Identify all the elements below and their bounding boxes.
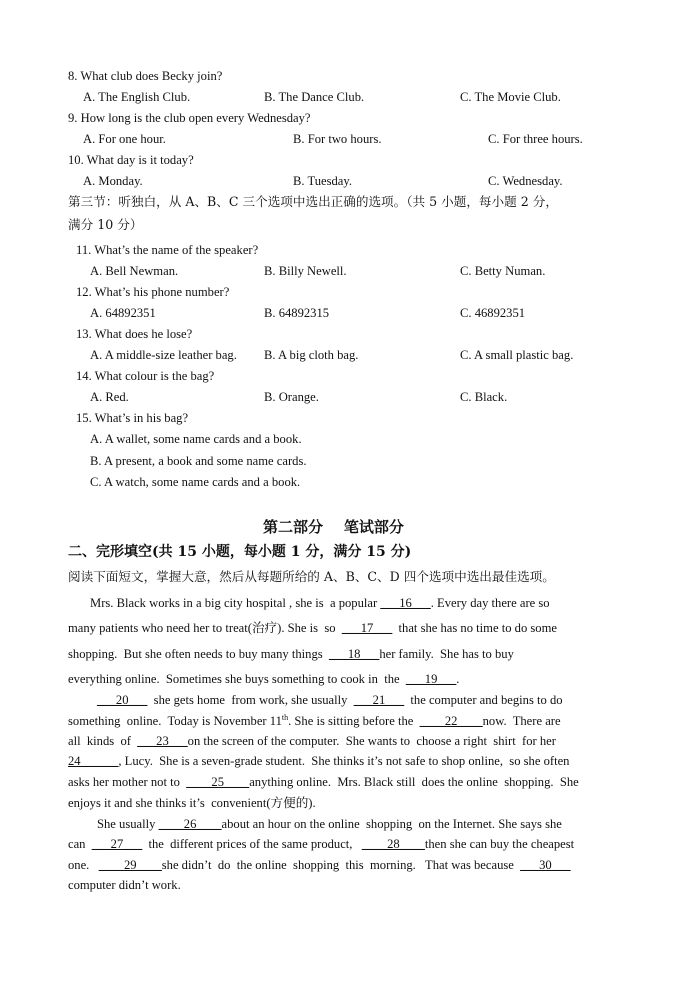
- blank-28: ____28____: [361, 837, 425, 851]
- passage-text: then she can buy the cheapest: [424, 837, 575, 851]
- question-14-stem: 14. What colour is the bag?: [76, 369, 215, 383]
- passage-line-3: [68, 648, 514, 661]
- question-8-option-a: A. The English Club.: [83, 90, 191, 104]
- question-11-option-c: C. Betty Numan.: [460, 264, 546, 278]
- passage-text: on the screen of the computer. She wants to choose a right shirt for her: [187, 734, 556, 748]
- question-14-option-a: A. Red.: [90, 390, 129, 404]
- blank-20: ___20___: [97, 693, 148, 707]
- passage-text: something online. Today is November 11: [68, 714, 282, 729]
- question-10-option-a: A. Monday.: [83, 174, 143, 188]
- question-8-option-b: B. The Dance Club.: [264, 90, 365, 104]
- question-13-option-c: C. A small plastic bag.: [460, 348, 574, 362]
- passage-text: .: [456, 672, 460, 686]
- passage-text: now. There are: [482, 714, 561, 729]
- blank-24: 24______: [68, 754, 119, 768]
- passage-line-4: [68, 673, 459, 686]
- section3-instruction-line1: 第三节：听独白，从 A、B、C 三个选项中选出正确的选项。（共 5 小题，每小题 2 分，: [68, 194, 558, 209]
- blank-17: ___17___: [341, 621, 393, 635]
- passage-text: she gets home from work, she usually: [147, 693, 354, 707]
- question-8-option-c: C. The Movie Club.: [460, 90, 561, 104]
- question-9-stem: 9. How long is the club open every Wednesday?: [68, 111, 311, 125]
- passage-line-8: [68, 755, 569, 768]
- question-9-option-a: A. For one hour.: [83, 132, 166, 146]
- passage-line-2: [68, 622, 557, 635]
- passage-text: . Every day there are so: [430, 596, 550, 610]
- question-12-option-c: C. 46892351: [460, 306, 526, 320]
- question-12-option-a: A. 64892351: [90, 306, 156, 320]
- passage-line-10: enjoys it and she thinks it’s convenient(方便的).: [68, 796, 316, 810]
- passage-line-1: [90, 597, 550, 610]
- question-12-stem: 12. What’s his phone number?: [76, 285, 230, 299]
- passage-text: the computer and begins to do: [404, 693, 563, 707]
- part-two-title: 第二部分 笔试部分: [263, 518, 404, 536]
- blank-16: ___16___: [380, 596, 431, 610]
- passage-text: asks her mother not to: [68, 775, 187, 789]
- blank-23: ___23___: [137, 734, 188, 748]
- passage-line-11: [97, 818, 562, 831]
- blank-21: ___21___: [353, 693, 405, 707]
- passage-text: , Lucy. She is a seven-grade student. She thinks it’s not safe to shop online, so she often: [118, 754, 570, 768]
- passage-text: she didn’t do the online shopping this morning. That was because: [161, 858, 521, 872]
- blank-27: ___27___: [91, 837, 143, 851]
- question-9-option-b: B. For two hours.: [293, 132, 382, 146]
- passage-text: about an hour on the online shopping on the Internet. She says she: [221, 817, 562, 831]
- passage-text: many patients who need her to treat(治疗). She is so: [68, 621, 342, 635]
- question-15-option-b: B. A present, a book and some name cards.: [90, 454, 307, 468]
- passage-line-5: [97, 694, 563, 707]
- passage-text: . She is sitting before the: [288, 714, 420, 729]
- blank-29: ____29____: [98, 858, 162, 872]
- passage-line-6: [68, 714, 561, 728]
- passage-text: the different prices of the same product,: [142, 837, 362, 851]
- blank-22: ____22____: [419, 714, 483, 729]
- passage-line-9: [68, 776, 579, 789]
- passage-line-7: [68, 735, 556, 748]
- question-11-stem: 11. What’s the name of the speaker?: [76, 243, 259, 257]
- blank-18: ___18___: [328, 647, 380, 661]
- passage-text: all kinds of: [68, 734, 138, 748]
- passage-line-12: [68, 838, 574, 851]
- question-15-option-c: C. A watch, some name cards and a book.: [90, 475, 301, 489]
- blank-25: ____25____: [186, 775, 250, 789]
- question-15-option-a: A. A wallet, some name cards and a book.: [90, 432, 302, 446]
- blank-19: ___19___: [405, 672, 457, 686]
- question-15-stem: 15. What’s in his bag?: [76, 411, 189, 425]
- question-10-option-b: B. Tuesday.: [293, 174, 353, 188]
- question-10-stem: 10. What day is it today?: [68, 153, 194, 167]
- passage-text: She usually: [97, 817, 159, 831]
- passage-text: can: [68, 837, 92, 851]
- passage-line-13: [68, 859, 571, 872]
- cloze-instruction: 阅读下面短文，掌握大意，然后从每题所给的 A、B、C、D 四个选项中选出最佳选项。: [68, 569, 555, 584]
- question-13-option-a: A. A middle-size leather bag.: [90, 348, 237, 362]
- question-10-option-c: C. Wednesday.: [488, 174, 563, 188]
- passage-text: that she has no time to do some: [392, 621, 557, 635]
- question-8-stem: 8. What club does Becky join?: [68, 69, 223, 83]
- question-14-option-b: B. Orange.: [264, 390, 319, 404]
- passage-text: everything online. Sometimes she buys something to cook in the: [68, 672, 406, 686]
- question-9-option-c: C. For three hours.: [488, 132, 583, 146]
- passage-text: anything online. Mrs. Black still does the online shopping. She: [249, 775, 579, 789]
- question-12-option-b: B. 64892315: [264, 306, 330, 320]
- cloze-section-heading: 二、完形填空(共 15 小题，每小题 1 分，满分 15 分): [68, 544, 412, 560]
- passage-text: Mrs. Black works in a big city hospital , she is a popular: [90, 596, 381, 610]
- passage-text: shopping. But she often needs to buy many things: [68, 647, 329, 661]
- question-13-stem: 13. What does he lose?: [76, 327, 193, 341]
- question-11-option-a: A. Bell Newman.: [90, 264, 179, 278]
- ordinal-suffix: th: [281, 713, 289, 722]
- question-11-option-b: B. Billy Newell.: [264, 264, 347, 278]
- passage-text: one.: [68, 858, 99, 872]
- question-13-option-b: B. A big cloth bag.: [264, 348, 359, 362]
- question-14-option-c: C. Black.: [460, 390, 508, 404]
- passage-text: her family. She has to buy: [379, 647, 514, 661]
- blank-26: ____26____: [158, 817, 222, 831]
- passage-line-14: computer didn’t work.: [68, 878, 181, 892]
- blank-30: ___30___: [520, 858, 571, 872]
- section3-instruction-line2: 满分 10 分）: [68, 217, 143, 232]
